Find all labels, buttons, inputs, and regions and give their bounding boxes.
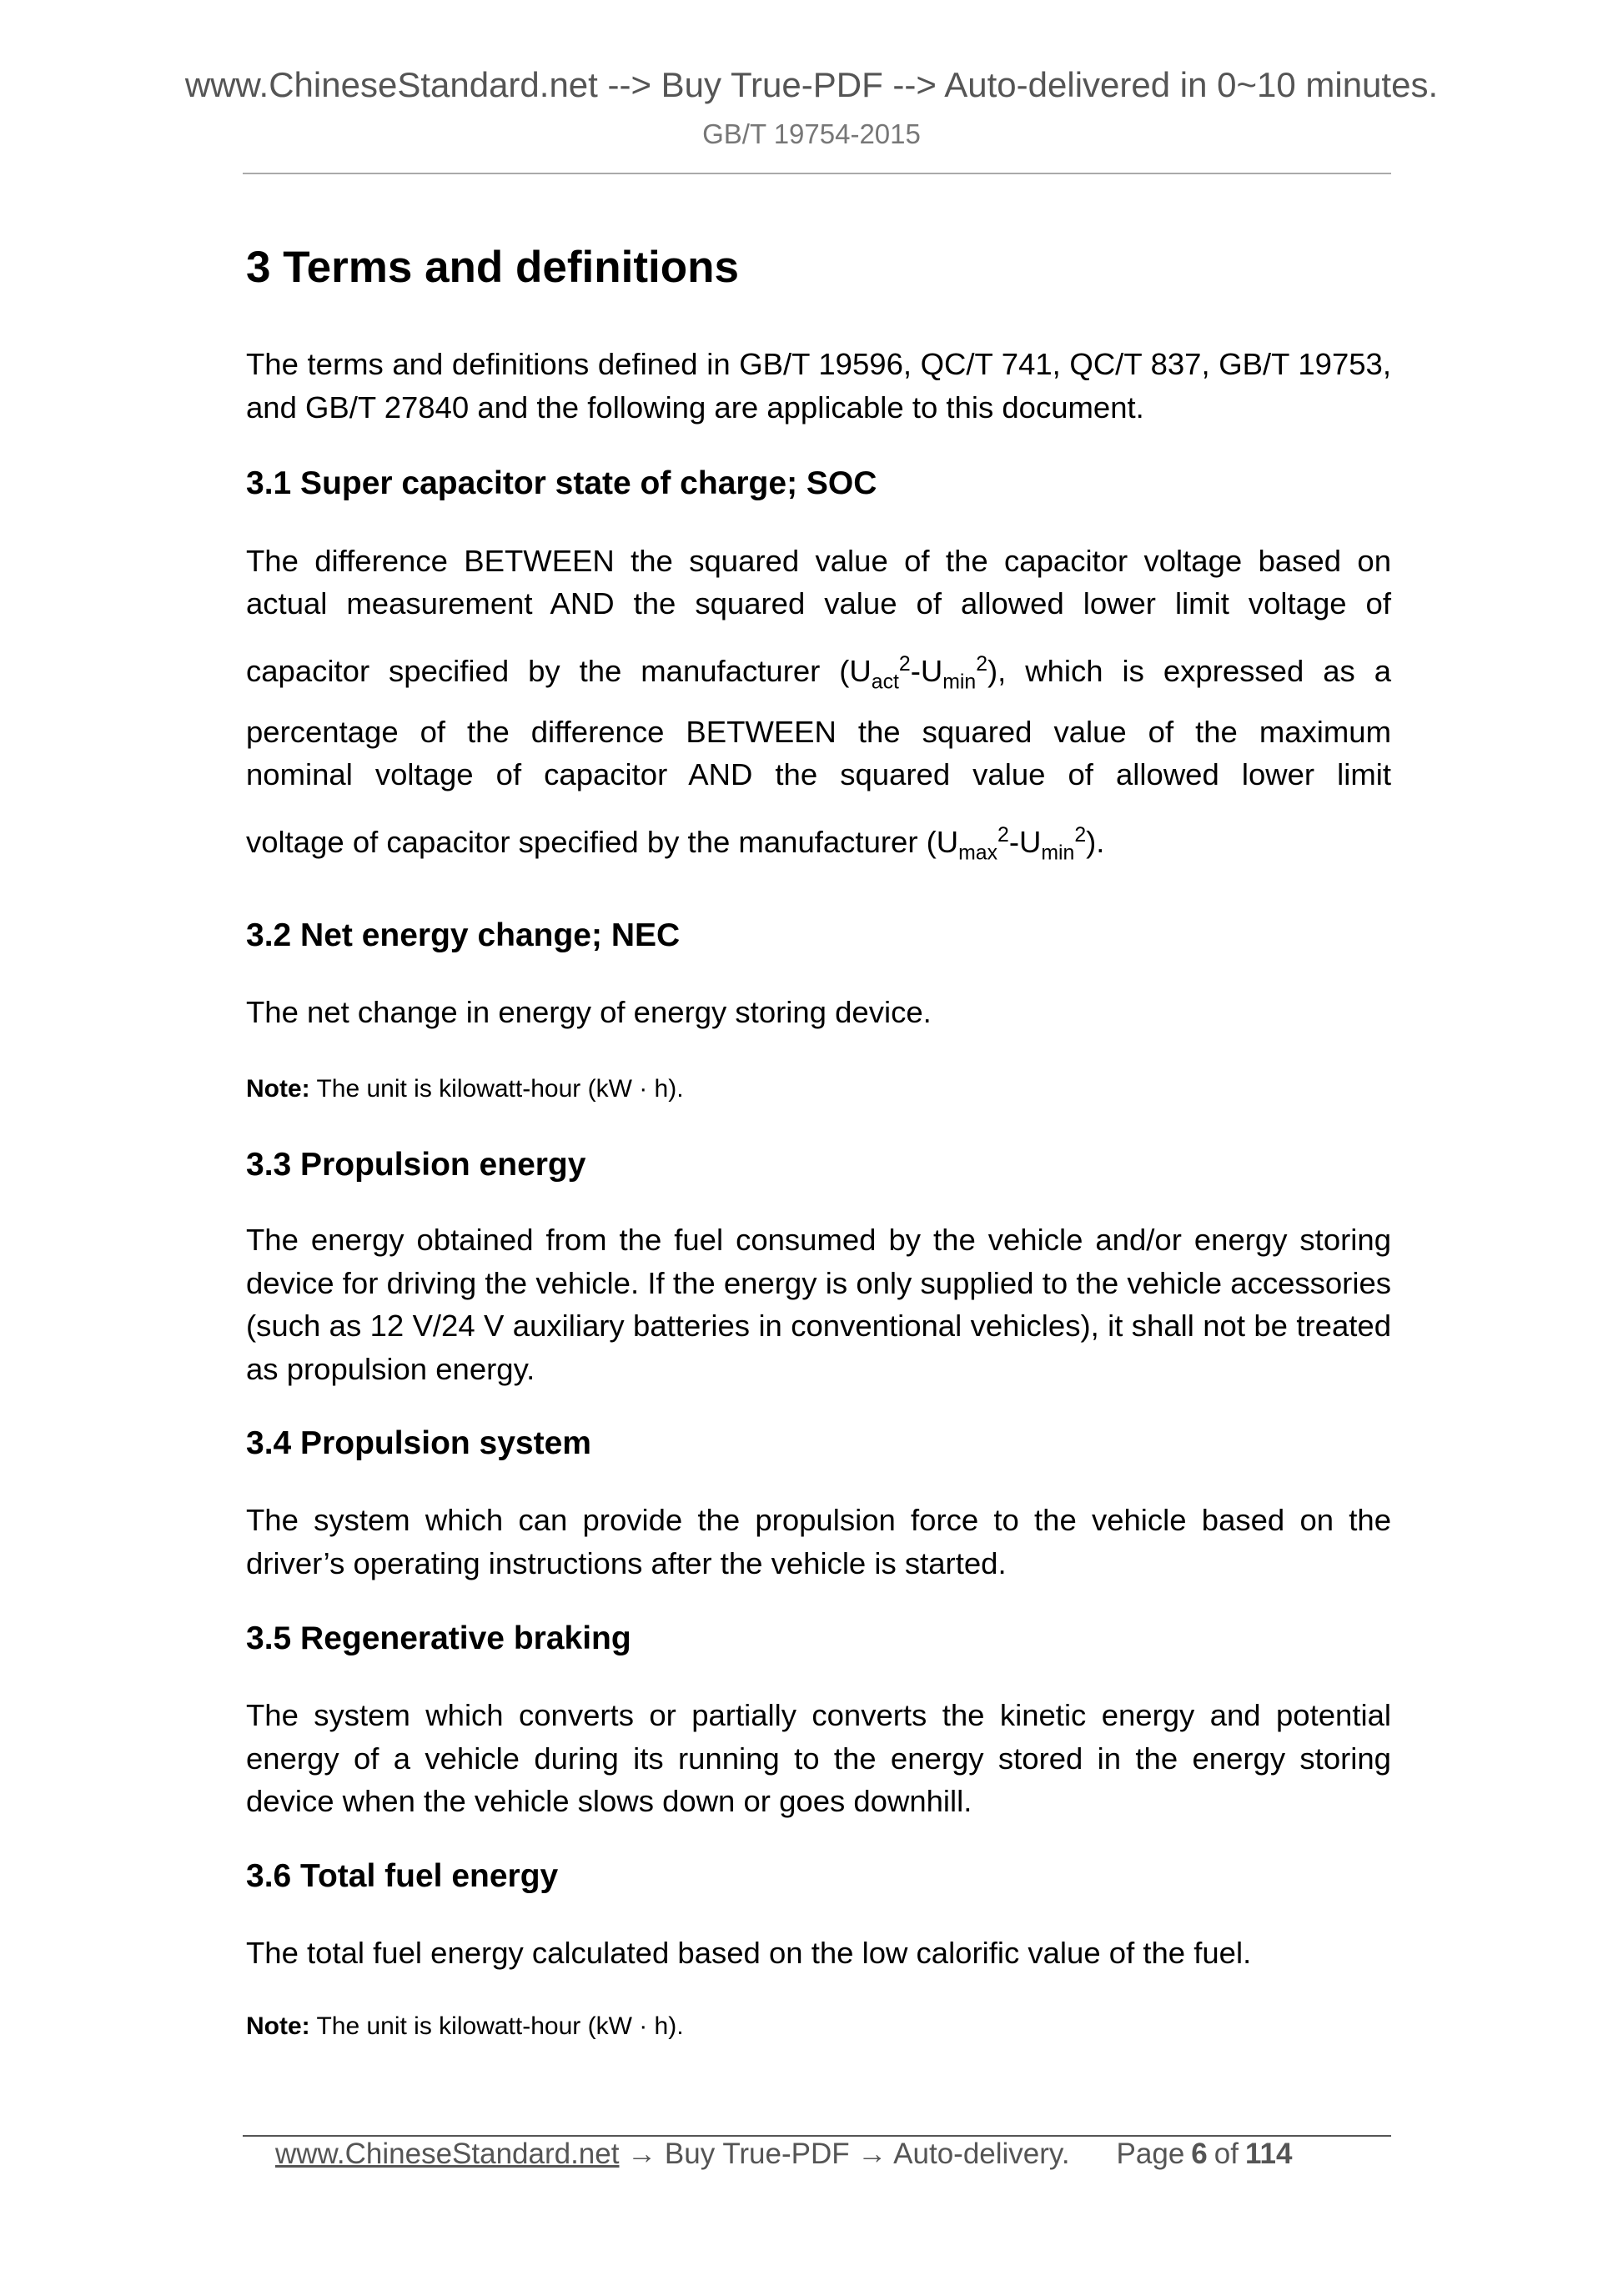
term-body-3-1 xyxy=(246,540,1391,863)
section-intro: The terms and definitions defined in GB/T 19596, QC/T 741, QC/T 837, GB/T 19753, and GB/T 27840 and the following are applicable to this document. xyxy=(246,347,1391,425)
text-line: The difference BETWEEN the squared value of the capacitor voltage based on xyxy=(246,544,1391,578)
header-banner: www.ChineseStandard.net --> Buy True-PDF --> Auto-delivered in 0~10 minutes. xyxy=(184,65,1439,104)
footer-text: → Buy True-PDF → Auto-delivery. xyxy=(619,2138,1070,2170)
page-number: 6 xyxy=(1191,2138,1208,2170)
term-heading-3-6: 3.6 Total fuel energy xyxy=(246,1858,559,1894)
text-line: actual measurement AND the squared value of allowed lower limit voltage of xyxy=(246,586,1391,620)
term-note-3-6: Note: The unit is kilowatt-hour (kW · h). xyxy=(246,2012,684,2040)
footer xyxy=(275,2138,1299,2171)
term-note-3-2: Note: The unit is kilowatt-hour (kW · h). xyxy=(246,1075,684,1103)
page-total: 114 xyxy=(1244,2138,1293,2170)
section-title: 3 Terms and definitions xyxy=(246,243,739,292)
term-body-3-6: The total fuel energy calculated based on the low calorific value of the fuel. xyxy=(246,1936,1252,1970)
term-heading-3-3: 3.3 Propulsion energy xyxy=(246,1147,586,1183)
text-line: capacitor specified by the manufacturer $(U_{act}^2-U_{min}^2)$, which is expressed as a xyxy=(246,652,1391,694)
term-body-3-3: The energy obtained from the fuel consumed by the vehicle and/or energy storing device for driving the vehicle. If the energy is only supplied to the vehicle accessories (such as 12 V/24 V auxiliary batteries in conventional vehicles), it shall not be treated as propulsion energy. xyxy=(246,1223,1391,1386)
term-body-3-2: The net change in energy of energy storing device. xyxy=(246,995,932,1029)
header-divider xyxy=(243,173,1391,174)
text-line: nominal voltage of capacitor AND the squared value of allowed lower limit xyxy=(246,757,1391,791)
term-heading-3-4: 3.4 Propulsion system xyxy=(246,1425,591,1461)
term-heading-3-2: 3.2 Net energy change; NEC xyxy=(246,917,681,953)
footer-divider xyxy=(243,2135,1391,2137)
term-body-3-4: The system which can provide the propulsion force to the vehicle based on the driver’s operating instructions after the vehicle is started. xyxy=(246,1503,1391,1580)
of-label: of xyxy=(1213,2138,1239,2170)
term-body-3-5: The system which converts or partially converts the kinetic energy and potential energy of a vehicle during its running to the energy stored in the energy storing device when the vehicle slows down or goes downhill. xyxy=(246,1698,1391,1818)
page-label: Page xyxy=(1116,2138,1185,2170)
term-heading-3-5: 3.5 Regenerative braking xyxy=(246,1620,631,1656)
footer-link[interactable]: www.ChineseStandard.net xyxy=(275,2138,620,2170)
text-line: percentage of the difference BETWEEN the squared value of the maximum xyxy=(246,715,1391,749)
term-heading-3-1: 3.1 Super capacitor state of charge; SOC xyxy=(246,465,877,501)
text-line: voltage of capacitor specified by the manufacturer $(U_{max}^2-U_{min}^2)$. xyxy=(246,823,1105,865)
standard-id: GB/T 19754-2015 xyxy=(702,118,921,149)
